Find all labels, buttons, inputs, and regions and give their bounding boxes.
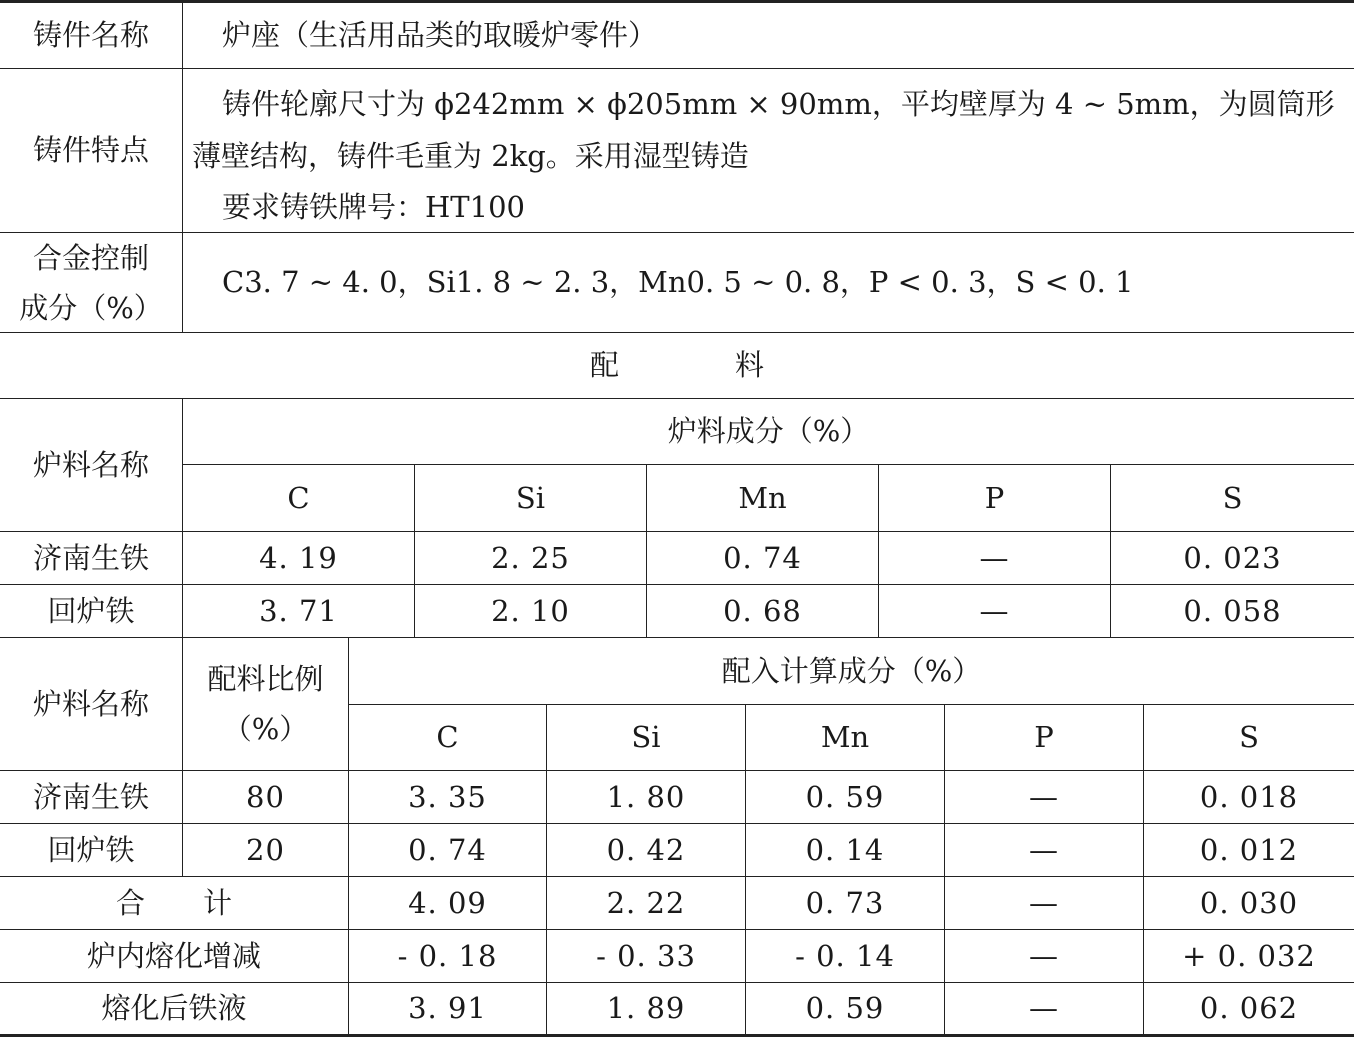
summary-cell: — [1029,991,1059,1026]
calc-name-header: 炉料名称 [32,686,149,721]
calc-col-mn: Mn [820,720,870,755]
summary-cell: 2. 22 [606,885,686,920]
alloy-label-line-2: 成分（%） [19,290,163,325]
summary-cell: - 0. 33 [596,938,696,973]
summary-cell: 0. 030 [1199,885,1299,920]
summary-melt-change-label: 炉内熔化增减 [86,938,261,973]
col-rule [182,0,183,332]
calc-row-ratio: 20 [246,832,285,867]
calc-cell: 0. 59 [805,779,885,814]
calc-row-ratio: 80 [246,779,285,814]
calc-col-si: Si [631,720,661,755]
summary-cell: — [1029,885,1059,920]
calc-cell: 0. 42 [606,832,686,867]
summary-cell: + 0. 032 [1182,938,1316,973]
casting-name-value: 炉座（生活用品类的取暖炉零件） [222,18,658,53]
charge-cell: 3. 71 [259,593,338,628]
charge-col-s: S [1222,480,1243,515]
casting-features-line-1: 铸件轮廓尺寸为 ϕ242mm × ϕ205mm × 90mm，平均壁厚为 4 ~ 5mm，为圆筒形 [222,87,1335,121]
calc-ratio-header-line-1: 配料比例 [207,662,324,696]
calc-ratio-header-line-2: （%） [222,712,309,746]
calc-cell: 1. 80 [606,779,686,814]
summary-cell: 0. 59 [805,991,885,1026]
casting-features-line-2: 薄壁结构，铸件毛重为 2kg。采用湿型铸造 [192,139,749,173]
charge-row-name: 济南生铁 [32,540,149,575]
summary-total-label: 合 计 [115,885,232,920]
charge-cell: — [979,593,1010,628]
alloy-control-value: C3. 7 ~ 4. 0，Si1. 8 ~ 2. 3，Mn0. 5 ~ 0. 8，P < 0. 3，S < 0. 1 [222,265,1134,300]
summary-cell: 0. 73 [805,885,885,920]
calc-row-name: 回炉铁 [47,832,135,867]
charge-cell: — [979,540,1010,575]
charge-col-si: Si [515,480,546,515]
calc-group-header: 配入计算成分（%） [721,653,982,688]
summary-cell: 4. 09 [408,885,487,920]
calc-col-p: P [1034,720,1054,755]
charge-cell: 0. 023 [1183,540,1282,575]
charge-cell: 0. 058 [1183,593,1282,628]
charge-cell: 2. 10 [491,593,570,628]
summary-cell: 0. 062 [1199,991,1299,1026]
charge-col-c: C [287,480,310,515]
summary-cell: 1. 89 [606,991,686,1026]
casting-features-line-3: 要求铸铁牌号：HT100 [222,190,525,224]
rule [0,68,1354,69]
charge-row-name: 回炉铁 [47,593,135,628]
calc-cell: 3. 35 [408,779,487,814]
calc-ratio-header [183,638,348,770]
summary-cell: 3. 91 [408,991,487,1026]
summary-cell: - 0. 18 [397,938,498,973]
calc-cell: 0. 018 [1199,779,1299,814]
charge-col-p: P [984,480,1005,515]
section-title: 配 料 [589,348,764,383]
charge-cell: 2. 25 [491,540,570,575]
charge-group-header: 炉料成分（%） [667,414,870,449]
charge-cell: 0. 74 [723,540,802,575]
calc-cell: 0. 14 [805,832,885,867]
summary-cell: — [1029,938,1059,973]
calc-cell: 0. 012 [1199,832,1299,867]
calc-col-c: C [436,720,459,755]
rule-bottom [0,1034,1354,1037]
charge-cell: 4. 19 [259,540,338,575]
summary-melt-result-label: 熔化后铁液 [101,991,247,1026]
summary-cell: - 0. 14 [795,938,895,973]
charge-col-mn: Mn [738,480,787,515]
charge-name-header: 炉料名称 [32,447,149,482]
casting-features-label: 铸件特点 [32,133,149,168]
calc-cell: 0. 74 [408,832,487,867]
charge-cell: 0. 68 [723,593,802,628]
calc-row-name: 济南生铁 [32,779,149,814]
calc-cell: — [1029,832,1059,867]
alloy-control-label [0,233,182,332]
alloy-label-line-1: 合金控制 [32,240,149,275]
calc-col-s: S [1239,720,1259,755]
calc-cell: — [1029,779,1059,814]
casting-name-label: 铸件名称 [32,18,149,53]
